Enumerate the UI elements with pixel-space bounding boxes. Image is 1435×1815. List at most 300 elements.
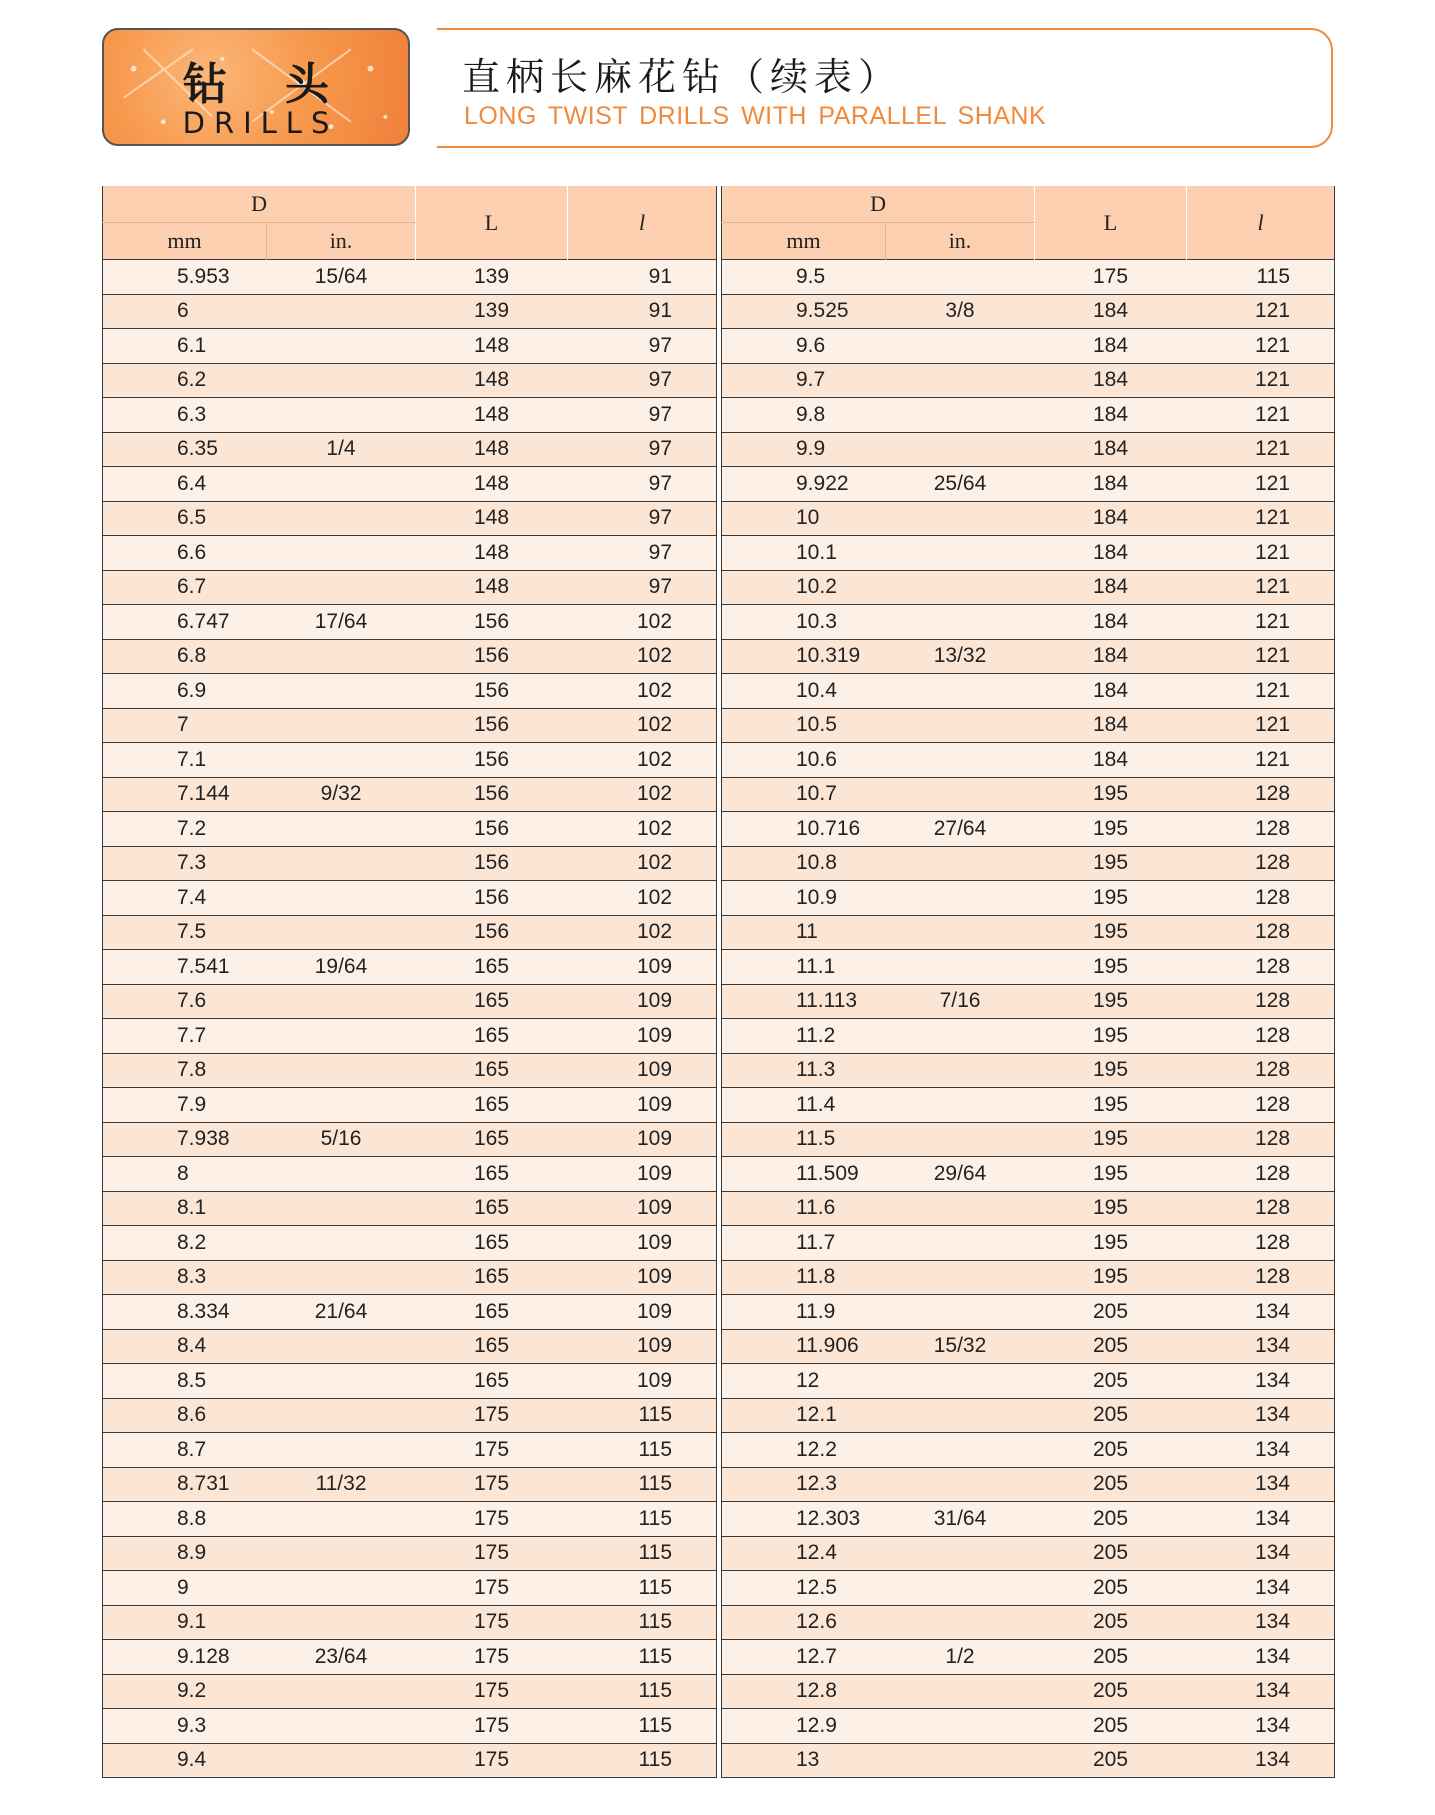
cell-diameter-in: [267, 674, 416, 709]
cell-diameter-in: [886, 1536, 1035, 1571]
cell-diameter-in: 25/64: [886, 467, 1035, 502]
table-row: [722, 1364, 1335, 1399]
table-row: [722, 1640, 1335, 1675]
cell-flute-length: 102: [568, 743, 717, 778]
cell-diameter-mm: 12.4: [722, 1536, 886, 1571]
cell-overall-length: 195: [1035, 915, 1187, 950]
cell-diameter-in: [886, 1709, 1035, 1744]
cell-diameter-in: [267, 1157, 416, 1192]
drill-table-left: [102, 186, 717, 1778]
header-in: in.: [267, 223, 416, 260]
cell-flute-length: 97: [568, 536, 717, 571]
cell-diameter-mm: 7.5: [103, 915, 267, 950]
cell-flute-length: 121: [1187, 536, 1335, 571]
cell-overall-length: 156: [416, 743, 568, 778]
table-row: [722, 1260, 1335, 1295]
cell-overall-length: 205: [1035, 1674, 1187, 1709]
table-row: [722, 1191, 1335, 1226]
cell-overall-length: 165: [416, 1019, 568, 1054]
cell-diameter-mm: 11.4: [722, 1088, 886, 1123]
cell-diameter-in: [886, 1467, 1035, 1502]
cell-diameter-mm: 7.8: [103, 1053, 267, 1088]
cell-overall-length: 156: [416, 846, 568, 881]
cell-flute-length: 128: [1187, 1088, 1335, 1123]
table-row: [103, 260, 717, 295]
cell-flute-length: 97: [568, 570, 717, 605]
table-row: [722, 1329, 1335, 1364]
cell-diameter-mm: 9.7: [722, 363, 886, 398]
badge-english-label: DRILLS: [182, 106, 339, 140]
table-row: [722, 1674, 1335, 1709]
cell-diameter-in: [267, 1364, 416, 1399]
table-row: [722, 1157, 1335, 1192]
cell-diameter-mm: 9.128: [103, 1640, 267, 1675]
cell-diameter-in: [886, 674, 1035, 709]
cell-diameter-mm: 11.7: [722, 1226, 886, 1261]
cell-flute-length: 134: [1187, 1571, 1335, 1606]
table-row: [722, 984, 1335, 1019]
cell-diameter-mm: 7.541: [103, 950, 267, 985]
cell-diameter-in: [267, 1053, 416, 1088]
cell-flute-length: 115: [568, 1502, 717, 1537]
cell-diameter-mm: 6.5: [103, 501, 267, 536]
cell-flute-length: 121: [1187, 329, 1335, 364]
cell-overall-length: 195: [1035, 1191, 1187, 1226]
cell-overall-length: 184: [1035, 294, 1187, 329]
cell-diameter-in: [267, 1571, 416, 1606]
cell-overall-length: 205: [1035, 1571, 1187, 1606]
cell-diameter-in: [267, 743, 416, 778]
cell-diameter-in: 1/4: [267, 432, 416, 467]
cell-diameter-in: [886, 501, 1035, 536]
cell-overall-length: 148: [416, 329, 568, 364]
table-row: [103, 1502, 717, 1537]
cell-diameter-mm: 6.6: [103, 536, 267, 571]
cell-overall-length: 195: [1035, 950, 1187, 985]
cell-diameter-in: [886, 950, 1035, 985]
cell-diameter-mm: 8.334: [103, 1295, 267, 1330]
cell-overall-length: 195: [1035, 1088, 1187, 1123]
table-row: [103, 432, 717, 467]
cell-diameter-in: [886, 1433, 1035, 1468]
cell-flute-length: 128: [1187, 984, 1335, 1019]
cell-diameter-in: [267, 639, 416, 674]
cell-diameter-mm: 6.35: [103, 432, 267, 467]
cell-diameter-mm: 12.6: [722, 1605, 886, 1640]
table-row: [103, 1157, 717, 1192]
cell-diameter-in: 11/32: [267, 1467, 416, 1502]
table-row: [103, 950, 717, 985]
cell-diameter-in: [267, 1743, 416, 1778]
cell-diameter-in: 27/64: [886, 812, 1035, 847]
cell-overall-length: 148: [416, 501, 568, 536]
cell-flute-length: 97: [568, 501, 717, 536]
cell-overall-length: 148: [416, 570, 568, 605]
cell-diameter-in: [267, 467, 416, 502]
table-row: [722, 639, 1335, 674]
cell-flute-length: 109: [568, 1329, 717, 1364]
cell-flute-length: 115: [568, 1605, 717, 1640]
table-row: [103, 329, 717, 364]
cell-flute-length: 121: [1187, 398, 1335, 433]
table-row: [103, 1088, 717, 1123]
cell-diameter-in: 23/64: [267, 1640, 416, 1675]
cell-diameter-mm: 12.9: [722, 1709, 886, 1744]
cell-diameter-mm: 6.3: [103, 398, 267, 433]
cell-diameter-mm: 7.6: [103, 984, 267, 1019]
cell-overall-length: 205: [1035, 1605, 1187, 1640]
cell-diameter-in: [267, 1329, 416, 1364]
cell-diameter-mm: 13: [722, 1743, 886, 1778]
cell-flute-length: 91: [568, 260, 717, 295]
cell-diameter-mm: 10.319: [722, 639, 886, 674]
cell-diameter-in: [886, 1674, 1035, 1709]
cell-diameter-in: [886, 1053, 1035, 1088]
cell-diameter-in: [267, 1674, 416, 1709]
cell-flute-length: 115: [568, 1709, 717, 1744]
cell-diameter-mm: 12.2: [722, 1433, 886, 1468]
table-row: [722, 1053, 1335, 1088]
cell-diameter-mm: 12.7: [722, 1640, 886, 1675]
cell-overall-length: 165: [416, 1053, 568, 1088]
table-row: [103, 1295, 717, 1330]
cell-overall-length: 156: [416, 639, 568, 674]
cell-diameter-in: [267, 1226, 416, 1261]
table-row: [722, 1709, 1335, 1744]
cell-overall-length: 175: [416, 1709, 568, 1744]
cell-diameter-mm: 6.9: [103, 674, 267, 709]
cell-flute-length: 128: [1187, 881, 1335, 916]
cell-diameter-in: [886, 743, 1035, 778]
cell-overall-length: 148: [416, 536, 568, 571]
cell-diameter-in: [886, 1743, 1035, 1778]
cell-diameter-in: 7/16: [886, 984, 1035, 1019]
table-row: [103, 1467, 717, 1502]
cell-flute-length: 134: [1187, 1329, 1335, 1364]
cell-diameter-mm: 6.1: [103, 329, 267, 364]
table-row: [722, 501, 1335, 536]
cell-diameter-mm: 7.938: [103, 1122, 267, 1157]
table-row: [103, 1674, 717, 1709]
table-row: [722, 881, 1335, 916]
cell-diameter-mm: 9.2: [103, 1674, 267, 1709]
cell-diameter-in: 21/64: [267, 1295, 416, 1330]
cell-flute-length: 102: [568, 812, 717, 847]
cell-flute-length: 97: [568, 432, 717, 467]
cell-flute-length: 109: [568, 950, 717, 985]
cell-flute-length: 91: [568, 294, 717, 329]
table-row: [103, 1019, 717, 1054]
cell-flute-length: 121: [1187, 605, 1335, 640]
cell-flute-length: 115: [568, 1571, 717, 1606]
cell-overall-length: 184: [1035, 363, 1187, 398]
cell-overall-length: 175: [416, 1571, 568, 1606]
cell-diameter-in: [267, 846, 416, 881]
cell-overall-length: 195: [1035, 846, 1187, 881]
cell-diameter-mm: 11.1: [722, 950, 886, 985]
table-row: [722, 674, 1335, 709]
cell-flute-length: 115: [568, 1433, 717, 1468]
cell-diameter-mm: 12.303: [722, 1502, 886, 1537]
cell-overall-length: 205: [1035, 1295, 1187, 1330]
cell-diameter-mm: 10.9: [722, 881, 886, 916]
table-row: [103, 777, 717, 812]
cell-overall-length: 148: [416, 363, 568, 398]
table-row: [103, 881, 717, 916]
cell-overall-length: 156: [416, 881, 568, 916]
cell-flute-length: 109: [568, 1088, 717, 1123]
table-row: [103, 812, 717, 847]
cell-diameter-in: [886, 777, 1035, 812]
cell-flute-length: 134: [1187, 1364, 1335, 1399]
cell-overall-length: 195: [1035, 1157, 1187, 1192]
page-title-english: LONG TWIST DRILLS WITH PARALLEL SHANK: [464, 102, 1047, 130]
cell-diameter-mm: 7.3: [103, 846, 267, 881]
cell-flute-length: 121: [1187, 743, 1335, 778]
cell-overall-length: 156: [416, 777, 568, 812]
cell-diameter-in: 19/64: [267, 950, 416, 985]
cell-flute-length: 102: [568, 915, 717, 950]
cell-overall-length: 195: [1035, 1260, 1187, 1295]
cell-diameter-mm: 12.8: [722, 1674, 886, 1709]
table-row: [722, 1433, 1335, 1468]
header-in: in.: [886, 223, 1035, 260]
cell-overall-length: 165: [416, 1157, 568, 1192]
cell-diameter-mm: 6.2: [103, 363, 267, 398]
cell-overall-length: 148: [416, 432, 568, 467]
cell-flute-length: 102: [568, 881, 717, 916]
cell-overall-length: 156: [416, 605, 568, 640]
cell-flute-length: 109: [568, 1122, 717, 1157]
cell-flute-length: 134: [1187, 1502, 1335, 1537]
cell-flute-length: 128: [1187, 777, 1335, 812]
cell-overall-length: 165: [416, 950, 568, 985]
cell-diameter-mm: 9.3: [103, 1709, 267, 1744]
cell-flute-length: 121: [1187, 570, 1335, 605]
cell-diameter-mm: 11.509: [722, 1157, 886, 1192]
cell-overall-length: 205: [1035, 1536, 1187, 1571]
cell-flute-length: 109: [568, 1260, 717, 1295]
cell-overall-length: 175: [416, 1640, 568, 1675]
cell-diameter-in: [886, 260, 1035, 295]
table-row: [103, 1260, 717, 1295]
cell-flute-length: 115: [568, 1398, 717, 1433]
table-row: [103, 1364, 717, 1399]
cell-diameter-mm: 11.906: [722, 1329, 886, 1364]
table-row: [722, 363, 1335, 398]
cell-diameter-mm: 10.6: [722, 743, 886, 778]
cell-diameter-in: [267, 812, 416, 847]
page-title-chinese: 直柄长麻花钻（续表）: [462, 55, 903, 99]
table-row: [722, 1467, 1335, 1502]
cell-overall-length: 175: [416, 1433, 568, 1468]
cell-diameter-in: [267, 984, 416, 1019]
table-row: [722, 1019, 1335, 1054]
drills-badge: [102, 28, 410, 146]
cell-overall-length: 165: [416, 1329, 568, 1364]
cell-overall-length: 165: [416, 984, 568, 1019]
cell-diameter-mm: 10.3: [722, 605, 886, 640]
cell-diameter-in: [886, 1191, 1035, 1226]
cell-flute-length: 128: [1187, 1019, 1335, 1054]
cell-diameter-mm: 8.9: [103, 1536, 267, 1571]
cell-diameter-in: 15/64: [267, 260, 416, 295]
cell-overall-length: 184: [1035, 674, 1187, 709]
cell-overall-length: 175: [416, 1605, 568, 1640]
table-row: [103, 1605, 717, 1640]
cell-flute-length: 121: [1187, 467, 1335, 502]
cell-flute-length: 115: [568, 1743, 717, 1778]
cell-diameter-mm: 7.2: [103, 812, 267, 847]
cell-overall-length: 165: [416, 1364, 568, 1399]
badge-chinese-label: 钻头: [183, 59, 387, 110]
cell-overall-length: 184: [1035, 708, 1187, 743]
cell-diameter-in: 13/32: [886, 639, 1035, 674]
cell-diameter-mm: 11: [722, 915, 886, 950]
cell-diameter-mm: 10.7: [722, 777, 886, 812]
cell-diameter-in: [886, 915, 1035, 950]
table-row: [722, 536, 1335, 571]
table-row: [103, 708, 717, 743]
table-row: [103, 1640, 717, 1675]
cell-overall-length: 195: [1035, 812, 1187, 847]
cell-overall-length: 139: [416, 294, 568, 329]
cell-diameter-in: [267, 1433, 416, 1468]
cell-diameter-mm: 6.7: [103, 570, 267, 605]
cell-flute-length: 128: [1187, 950, 1335, 985]
cell-diameter-mm: 10.5: [722, 708, 886, 743]
cell-overall-length: 148: [416, 467, 568, 502]
table-row: [722, 1088, 1335, 1123]
header-mm: mm: [722, 223, 886, 260]
table-row: [722, 398, 1335, 433]
table-row: [722, 708, 1335, 743]
cell-diameter-mm: 9.8: [722, 398, 886, 433]
table-row: [103, 639, 717, 674]
cell-diameter-mm: 9.4: [103, 1743, 267, 1778]
cell-diameter-mm: 12.5: [722, 1571, 886, 1606]
cell-overall-length: 195: [1035, 1122, 1187, 1157]
cell-diameter-in: [267, 1191, 416, 1226]
cell-diameter-in: [886, 846, 1035, 881]
cell-flute-length: 134: [1187, 1295, 1335, 1330]
cell-overall-length: 195: [1035, 1226, 1187, 1261]
cell-diameter-mm: 8.7: [103, 1433, 267, 1468]
cell-diameter-in: [886, 398, 1035, 433]
cell-flute-length: 109: [568, 984, 717, 1019]
cell-flute-length: 121: [1187, 432, 1335, 467]
cell-diameter-mm: 12: [722, 1364, 886, 1399]
cell-diameter-in: [267, 1709, 416, 1744]
table-row: [722, 1571, 1335, 1606]
cell-diameter-mm: 6.8: [103, 639, 267, 674]
cell-diameter-in: 3/8: [886, 294, 1035, 329]
cell-flute-length: 115: [568, 1640, 717, 1675]
cell-diameter-in: [886, 708, 1035, 743]
cell-diameter-mm: 8.6: [103, 1398, 267, 1433]
cell-diameter-in: [267, 881, 416, 916]
cell-flute-length: 109: [568, 1295, 717, 1330]
cell-diameter-mm: 11.3: [722, 1053, 886, 1088]
table-row: [103, 1536, 717, 1571]
cell-flute-length: 109: [568, 1157, 717, 1192]
cell-diameter-mm: 8.3: [103, 1260, 267, 1295]
table-row: [722, 950, 1335, 985]
cell-flute-length: 102: [568, 639, 717, 674]
table-row: [103, 1329, 717, 1364]
cell-diameter-in: [267, 294, 416, 329]
cell-overall-length: 195: [1035, 1019, 1187, 1054]
cell-diameter-mm: 9.525: [722, 294, 886, 329]
table-row: [103, 501, 717, 536]
cell-flute-length: 109: [568, 1019, 717, 1054]
cell-diameter-mm: 11.2: [722, 1019, 886, 1054]
cell-diameter-mm: 5.953: [103, 260, 267, 295]
cell-diameter-in: [267, 363, 416, 398]
drill-table-right: [721, 186, 1335, 1778]
cell-overall-length: 156: [416, 708, 568, 743]
cell-diameter-in: [886, 1226, 1035, 1261]
cell-diameter-mm: 9.1: [103, 1605, 267, 1640]
table-row: [103, 846, 717, 881]
cell-diameter-in: [886, 1571, 1035, 1606]
cell-flute-length: 121: [1187, 363, 1335, 398]
cell-diameter-mm: 6: [103, 294, 267, 329]
cell-overall-length: 175: [416, 1467, 568, 1502]
table-row: [722, 1226, 1335, 1261]
cell-overall-length: 184: [1035, 432, 1187, 467]
cell-diameter-in: [267, 1398, 416, 1433]
cell-flute-length: 121: [1187, 674, 1335, 709]
cell-diameter-in: [886, 881, 1035, 916]
cell-diameter-mm: 6.747: [103, 605, 267, 640]
cell-diameter-mm: 7.1: [103, 743, 267, 778]
cell-diameter-mm: 10.2: [722, 570, 886, 605]
cell-diameter-in: [267, 1260, 416, 1295]
cell-overall-length: 139: [416, 260, 568, 295]
table-row: [722, 1502, 1335, 1537]
cell-overall-length: 165: [416, 1122, 568, 1157]
cell-flute-length: 121: [1187, 501, 1335, 536]
cell-flute-length: 121: [1187, 708, 1335, 743]
cell-overall-length: 205: [1035, 1743, 1187, 1778]
cell-diameter-mm: 9.9: [722, 432, 886, 467]
table-row: [722, 432, 1335, 467]
cell-flute-length: 115: [568, 1467, 717, 1502]
table-row: [103, 1743, 717, 1778]
table-row: [722, 329, 1335, 364]
cell-diameter-mm: 9.5: [722, 260, 886, 295]
header-l: l: [568, 186, 717, 260]
cell-overall-length: 195: [1035, 777, 1187, 812]
cell-flute-length: 134: [1187, 1398, 1335, 1433]
cell-diameter-in: [267, 1605, 416, 1640]
cell-flute-length: 115: [1187, 260, 1335, 295]
cell-diameter-in: [267, 1088, 416, 1123]
cell-diameter-mm: 8.731: [103, 1467, 267, 1502]
cell-diameter-in: 15/32: [886, 1329, 1035, 1364]
cell-diameter-in: [886, 605, 1035, 640]
cell-diameter-in: [886, 432, 1035, 467]
cell-diameter-mm: 11.8: [722, 1260, 886, 1295]
header-D: D: [103, 186, 416, 223]
table-row: [103, 674, 717, 709]
table-row: [722, 605, 1335, 640]
cell-diameter-in: 29/64: [886, 1157, 1035, 1192]
cell-flute-length: 134: [1187, 1743, 1335, 1778]
cell-flute-length: 102: [568, 605, 717, 640]
cell-flute-length: 134: [1187, 1536, 1335, 1571]
